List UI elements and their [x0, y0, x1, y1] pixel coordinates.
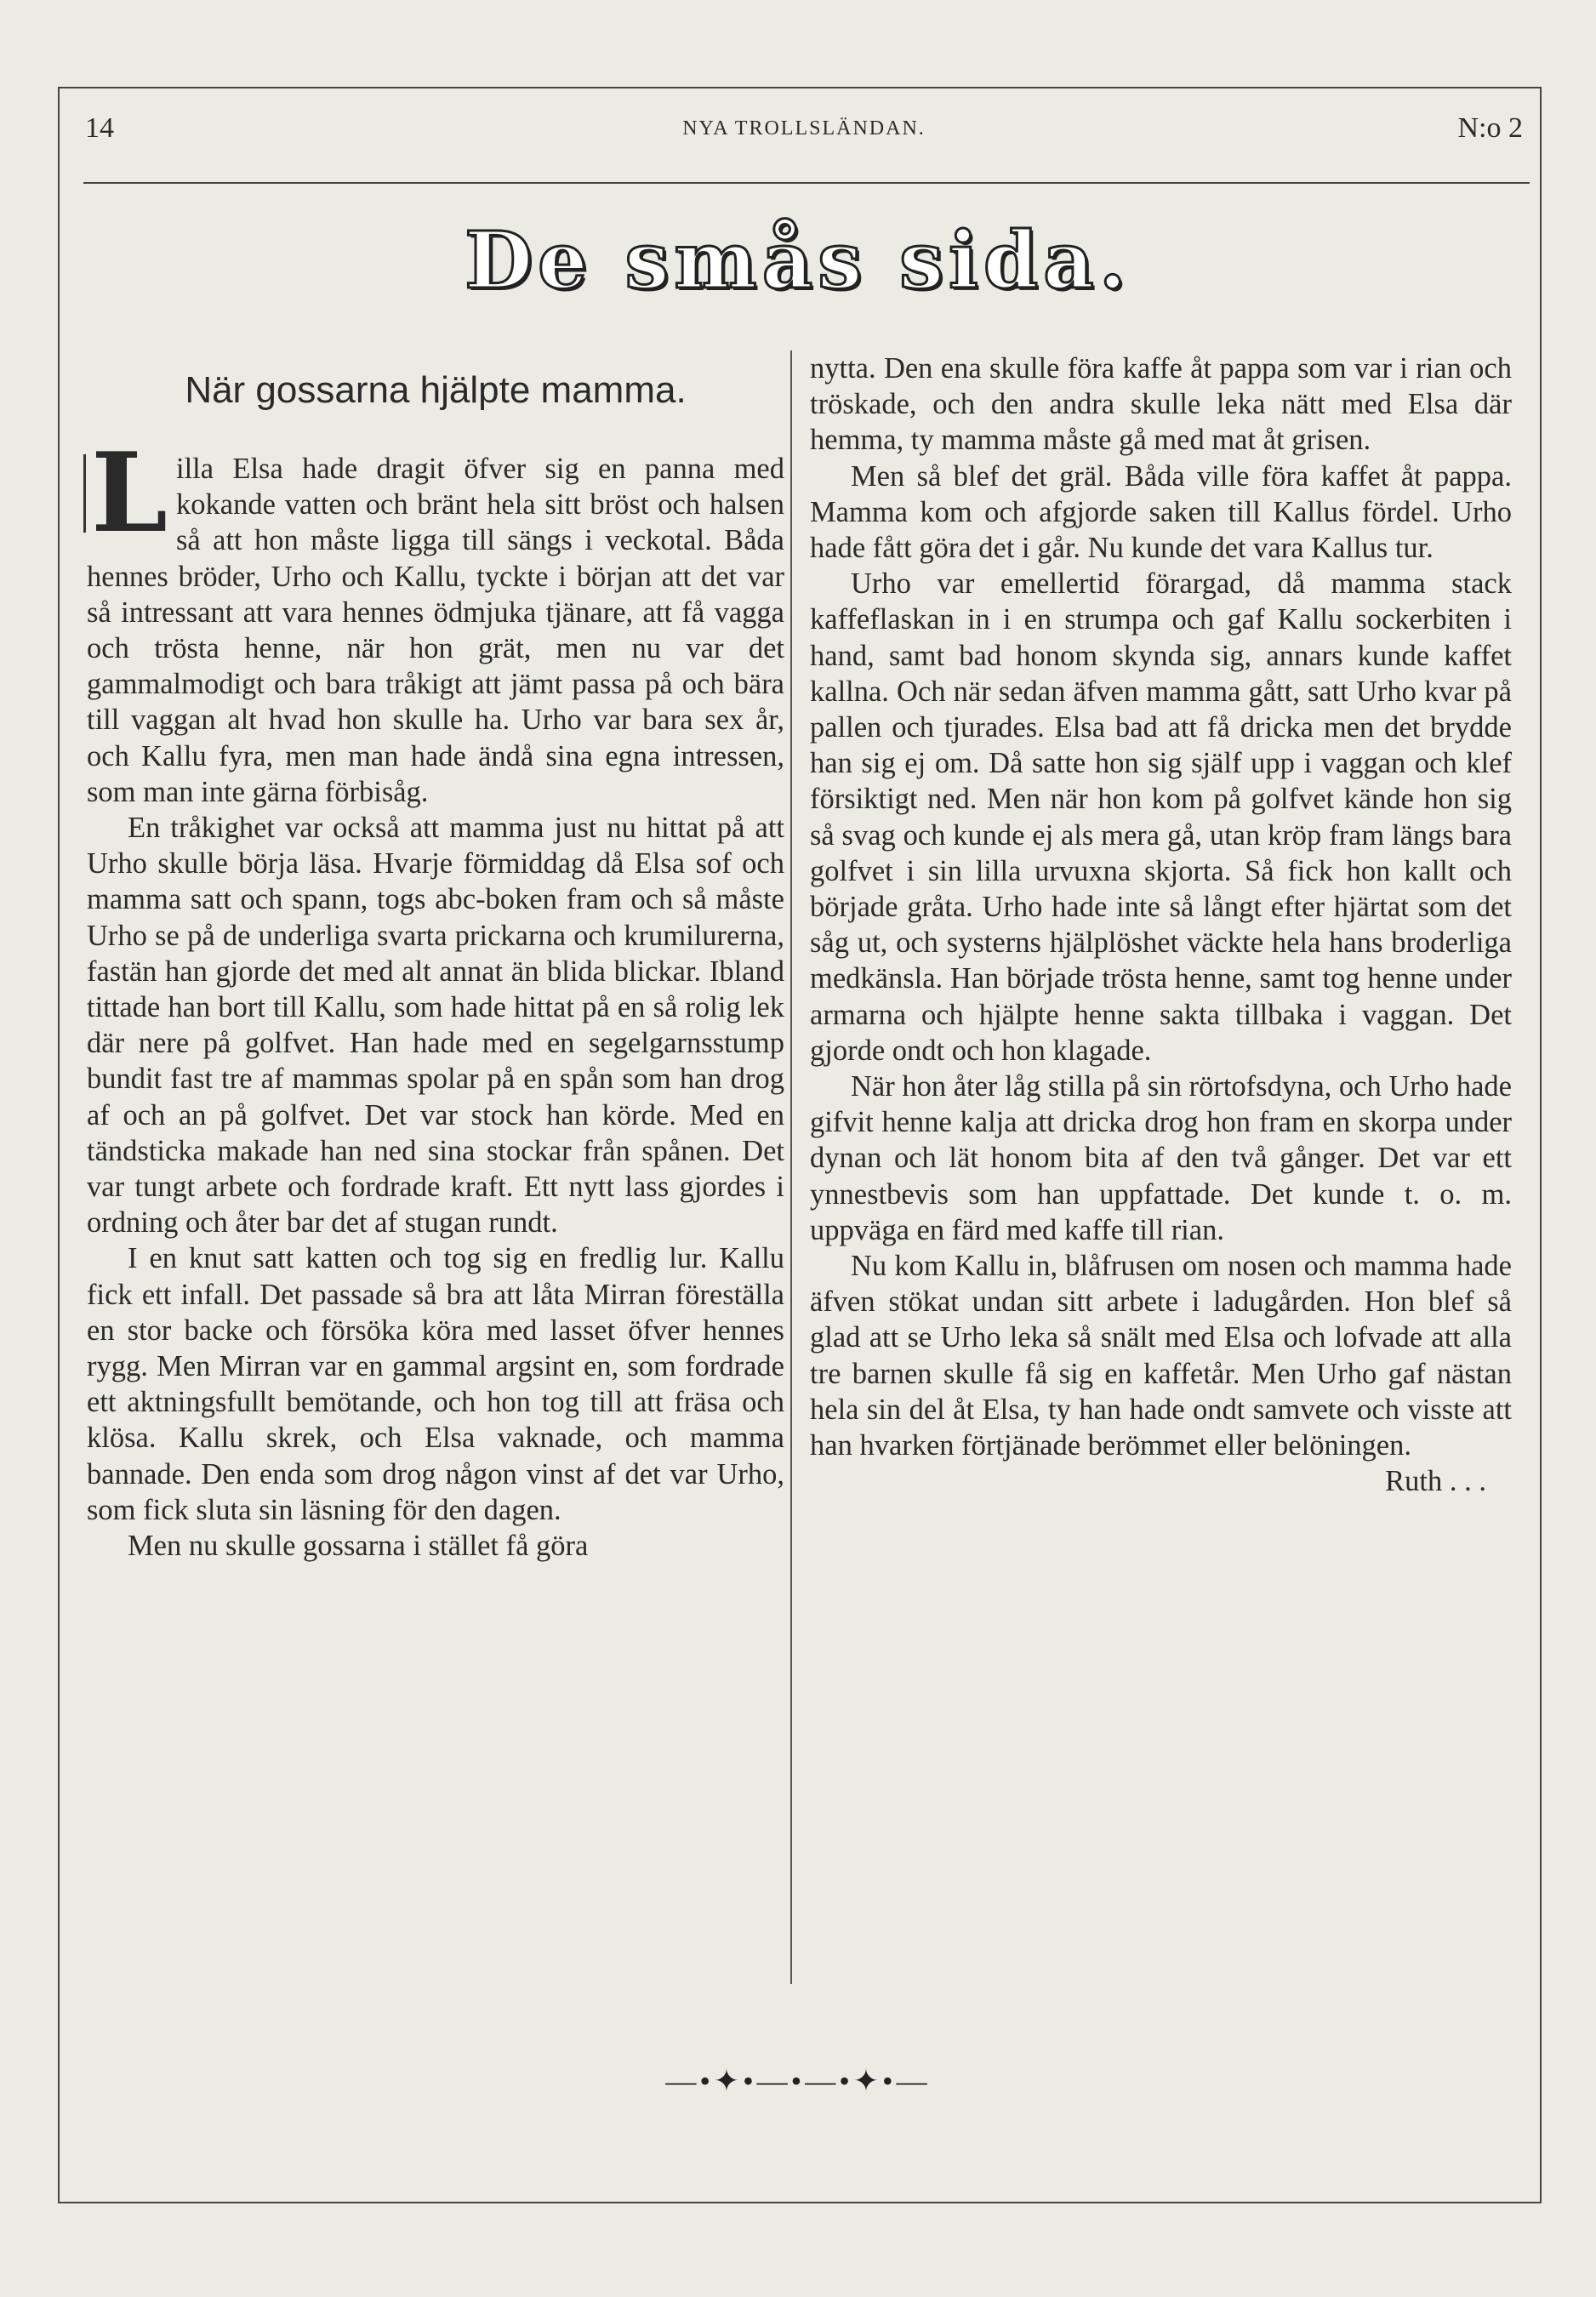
page-header	[85, 112, 1523, 155]
paragraph: Nu kom Kallu in, blåfrusen om nosen och mamma hade äfven stökat undan sitt arbete i ladugården. Hon blef så glad att se Urho leka så snält med Elsa och lofvade att alla tre barnen skulle få sig en kaffetår. Men Urho gaf nästan hela sin del åt Elsa, ty han hade ondt samvete och visste att han hvarken förtjänade berömmet eller belöningen.	[810, 1250, 1512, 1462]
column-divider	[790, 351, 792, 1984]
right-column	[810, 351, 1512, 1500]
publication-title: NYA TROLLSLÄNDAN.	[682, 117, 926, 140]
left-column	[87, 351, 784, 1564]
paragraph: Men så blef det gräl. Båda ville föra kaffet åt pappa. Mamma kom och afgjorde saken till Kallus fördel. Urho hade fått göra det i går. Nu kunde det vara Kallus tur.	[810, 459, 1512, 565]
paragraph: En tråkighet var också att mamma just nu hittat på att Urho skulle börja läsa. Hvarje förmiddag då Elsa sof och mamma satt och spann, togs abc-boken fram och så måste Urho se på de underliga svarta prickarna och krumilurerna, fastän han gjorde det med alt annat än blida blickar. Ibland tittade han bort till Kallu, som hade hittat på en så rolig lek där nere på golfvet. Han hade med en segelgarnsstump bundit fast tre af mammas spolar på en spån som han drog af och an på golfvet. Det var stock han körde. Med en tändsticka makade han ned sina stockar från spånen. Det var tungt arbete och fordrade kraft. Ett nytt lass gjordes i ordning och åter bar det af stugan rundt.	[87, 812, 784, 1240]
paragraph-text: illa Elsa hade dragit öfver sig en panna med kokande vatten och bränt hela sitt bröst och halsen så att hon måste ligga till sängs i veckotal. Båda hennes bröder, Urho och Kallu, tyckte i början att det var så intressant att vara hennes ödmjuka tjänare, att få vagga och trösta henne, när hon grät, men nu var det gammalmodigt och bara tråkigt att jämt passa på och bära till vaggan alt hvad hon skulle ha. Urho var bara sex år, och Kallu fyra, men man hade ändå sina egna intressen, som man inte gärna förbisåg.	[87, 453, 784, 808]
section-title: De smås sida.	[465, 214, 1131, 306]
story-title: När gossarna hjälpte mamma.	[185, 369, 687, 411]
paragraph: Urho var emellertid förargad, då mamma stack kaffeflaskan in i en strumpa och gaf Kallu sockerbiten i hand, samt bad honom skynda sig, annars kunde kaffet kallna. Och när sedan äfven mamma gått, satt Urho kvar på pallen och tjurades. Elsa bad att få dricka men det brydde han sig ej om. Då satte hon sig själf upp i vaggan och klef försiktigt ned. Men när hon kom på golfvet kände hon sig så svag och kunde ej als mera gå, utan kröp fram längs bara golfvet i sin lilla urvuxna skjorta. Så fick hon kallt och började gråta. Urho hade inte så långt efter hjärtat som det såg ut, och systerns hjälplöshet väckte hela hans broderliga medkänsla. Han började trösta henne, samt tog henne under armarna och hjälpte henne sakta tillbaka i vaggan. Det gjorde ondt och hon klagade.	[810, 567, 1512, 1067]
paragraph: nytta. Den ena skulle föra kaffe åt pappa som var i rian och tröskade, och den andra skulle leka nätt med Elsa där hemma, ty mamma måste gå med mat åt grisen.	[810, 352, 1512, 457]
page-number: 14	[85, 112, 114, 144]
paragraph: I en knut satt katten och tog sig en fredlig lur. Kallu fick ett infall. Det passade så bra att låta Mirran föreställa en stor backe och försöka köra med lasset öfver hennes rygg. Men Mirran var en gammal argsint en, som fordrade ett aktningsfullt bemötande, och hon tog till att fräsa och klösa. Kallu skrek, och Elsa vaknade, och mamma bannade. Den enda som drog någon vinst af det var Urho, som fick sluta sin läsning för den dagen.	[87, 1242, 784, 1526]
author-signature: Ruth . . .	[1385, 1465, 1486, 1498]
issue-number: N:o 2	[1457, 112, 1523, 144]
paragraph: När hon åter låg stilla på sin rörtofsdyna, och Urho hade gifvit henne kalja att dricka drog hon fram en skorpa under dynan och lät honom bita af den två gånger. Det var ett ynnestbevis som han uppfattade. Det kunde t. o. m. uppväga en färd med kaffe till rian.	[810, 1070, 1512, 1246]
header-rule	[83, 182, 1530, 184]
paragraph	[87, 430, 784, 810]
drop-cap: L	[83, 454, 168, 533]
paragraph: Men nu skulle gossarna i stället få göra	[128, 1530, 589, 1563]
end-ornament: —•✦•—•—•✦•—	[665, 2064, 931, 2098]
